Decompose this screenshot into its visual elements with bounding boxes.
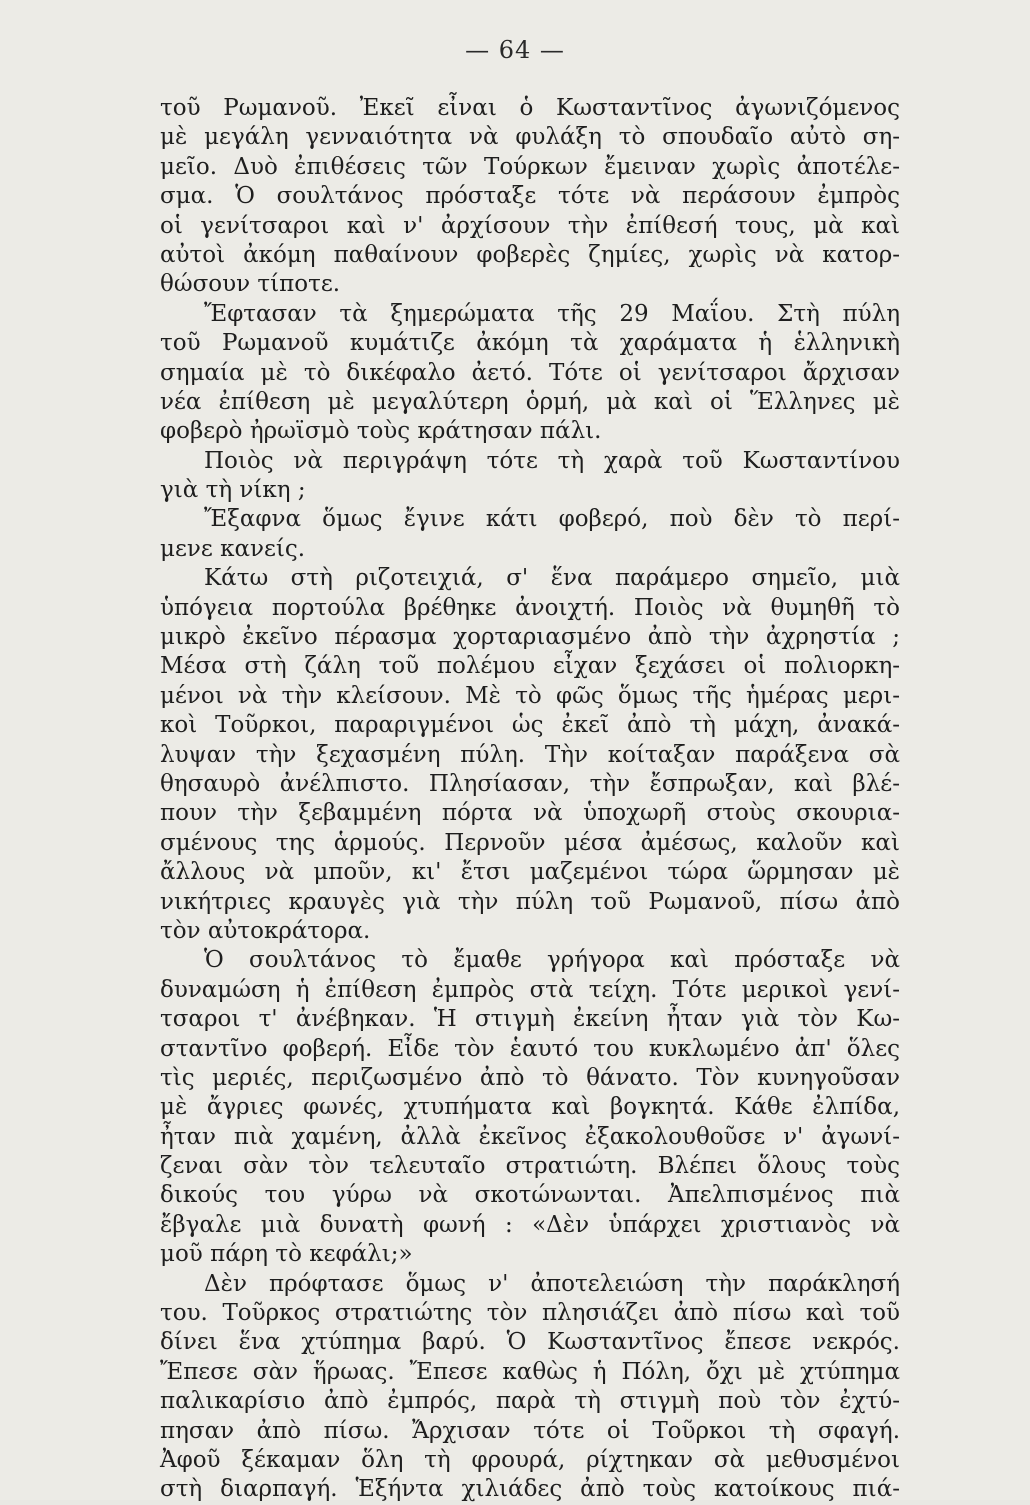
- text-line: Ἀφοῦ ξέκαμαν ὅλη τὴ φρουρά, ρίχτηκαν σὰ μεθυσμένοι: [160, 1446, 900, 1473]
- text-line: μεῖο. Δυὸ ἐπιθέσεις τῶν Τούρκων ἔμειναν χωρὶς ἀποτέλε-: [160, 153, 900, 180]
- text-line: Δὲν πρόφτασε ὅμως ν' ἀποτελειώση τὴν παράκλησή: [204, 1270, 900, 1297]
- text-line: του. Τοῦρκος στρατιώτης τὸν πλησιάζει ἀπὸ πίσω καὶ τοῦ: [160, 1300, 900, 1327]
- text-line: μικρὸ ἐκεῖνο πέρασμα χορταριασμένο ἀπὸ τὴν ἀχρηστία ;: [160, 624, 900, 651]
- text-line: μὲ ἄγριες φωνές, χτυπήματα καὶ βογκητά. Κάθε ἐλπίδα,: [160, 1094, 900, 1121]
- text-line: τὸν αὐτοκράτορα.: [160, 917, 371, 944]
- text-line: σμα. Ὁ σουλτάνος πρόσταξε τότε νὰ περάσουν ἐμπρὸς: [160, 183, 900, 210]
- text-line: πουν τὴν ξεβαμμένη πόρτα νὰ ὑποχωρῆ στοὺς σκουρια-: [160, 800, 900, 827]
- page-number: — 64 —: [465, 36, 565, 64]
- text-line: μένοι νὰ τὴν κλείσουν. Μὲ τὸ φῶς ὅμως τῆς ἡμέρας μερι-: [160, 682, 900, 709]
- text-line: δίνει ἕνα χτύπημα βαρύ. Ὁ Κωσταντῖνος ἔπεσε νεκρός.: [160, 1329, 900, 1356]
- text-line: νικήτριες κραυγὲς γιὰ τὴν πύλη τοῦ Ρωμανοῦ, πίσω ἀπὸ: [160, 888, 900, 915]
- text-line: τοῦ Ρωμανοῦ κυμάτιζε ἀκόμη τὰ χαράματα ἡ ἑλληνικὴ: [160, 330, 900, 357]
- text-line: νέα ἐπίθεση μὲ μεγαλύτερη ὁρμή, μὰ καὶ οἱ Ἕλληνες μὲ: [160, 388, 900, 415]
- text-line: αὐτοὶ ἀκόμη παθαίνουν φοβερὲς ζημίες, χωρὶς νὰ κατορ-: [160, 241, 900, 268]
- text-line: στὴ διαρπαγή. Ἑξήντα χιλιάδες ἀπὸ τοὺς κατοίκους πιά-: [160, 1476, 900, 1503]
- text-line: δικούς του γύρω νὰ σκοτώνωνται. Ἀπελπισμένος πιὰ: [160, 1182, 900, 1209]
- text-line: ἄλλους νὰ μποῦν, κι' ἔτσι μαζεμένοι τώρα ὥρμησαν μὲ: [160, 859, 900, 886]
- text-line: μὲ μεγάλη γενναιότητα νὰ φυλάξη τὸ σπουδαῖο αὐτὸ ση-: [160, 124, 900, 151]
- text-line: τὶς μεριές, περιζωσμένο ἀπὸ τὸ θάνατο. Τὸν κυνηγοῦσαν: [160, 1064, 900, 1091]
- text-line: Ἔπεσε σὰν ἥρωας. Ἔπεσε καθὼς ἡ Πόλη, ὄχι μὲ χτύπημα: [160, 1358, 900, 1385]
- text-line: Ὁ σουλτάνος τὸ ἔμαθε γρήγορα καὶ πρόσταξε νὰ: [204, 947, 900, 974]
- text-line: τοῦ Ρωμανοῦ. Ἐκεῖ εἶναι ὁ Κωσταντῖνος ἀγωνιζόμενος: [160, 95, 900, 121]
- text-line: Ἔφτασαν τὰ ξημερώματα τῆς 29 Μαΐου. Στὴ πύλη: [204, 300, 900, 327]
- text-line: ἦταν πιὰ χαμένη, ἀλλὰ ἐκεῖνος ἐξακολουθοῦσε ν' ἀγωνί-: [160, 1123, 900, 1150]
- text-line: Ἔξαφνα ὅμως ἔγινε κάτι φοβερό, ποὺ δὲν τὸ περί-: [204, 506, 900, 533]
- text-line: σμένους της ἁρμούς. Περνοῦν μέσα ἀμέσως, καλοῦν καὶ: [160, 829, 900, 856]
- text-line: δυναμώση ἡ ἐπίθεση ἐμπρὸς στὰ τείχη. Τότε μερικοὶ γενί-: [160, 976, 900, 1003]
- body-text: [160, 94, 900, 1505]
- text-line: κοὶ Τοῦρκοι, παραριγμένοι ὡς ἐκεῖ ἀπὸ τὴ μάχη, ἀνακά-: [160, 712, 900, 739]
- text-line: λυψαν τὴν ξεχασμένη πύλη. Τὴν κοίταξαν παράξενα σὰ: [160, 741, 900, 768]
- text-line: Μέσα στὴ ζάλη τοῦ πολέμου εἶχαν ξεχάσει οἱ πολιορκη-: [160, 653, 900, 680]
- text-line: πησαν ἀπὸ πίσω. Ἄρχισαν τότε οἱ Τοῦρκοι τὴ σφαγή.: [160, 1417, 900, 1444]
- text-line: παλικαρίσιο ἀπὸ ἐμπρός, παρὰ τὴ στιγμὴ ποὺ τὸν ἐχτύ-: [160, 1388, 900, 1415]
- text-line: οἱ γενίτσαροι καὶ ν' ἀρχίσουν τὴν ἐπίθεσή τους, μὰ καὶ: [160, 212, 900, 239]
- text-line: γιὰ τὴ νίκη ;: [160, 477, 306, 504]
- text-line: Κάτω στὴ ριζοτειχιά, σ' ἕνα παράμερο σημεῖο, μιὰ: [204, 565, 900, 592]
- text-line: μενε κανείς.: [160, 535, 306, 562]
- text-line: ζεναι σὰν τὸν τελευταῖο στρατιώτη. Βλέπει ὅλους τοὺς: [160, 1153, 900, 1180]
- text-line: σημαία μὲ τὸ δικέφαλο ἀετό. Τότε οἱ γενίτσαροι ἄρχισαν: [160, 359, 900, 386]
- text-line: θησαυρὸ ἀνέλπιστο. Πλησίασαν, τὴν ἔσπρωξαν, καὶ βλέ-: [160, 770, 900, 797]
- text-line: φοβερὸ ἠρωϊσμὸ τοὺς κράτησαν πάλι.: [160, 418, 602, 445]
- text-line: μοῦ πάρη τὸ κεφάλι;»: [160, 1241, 413, 1268]
- text-line: ἔβγαλε μιὰ δυνατὴ φωνή : «Δὲν ὑπάρχει χριστιανὸς νὰ: [160, 1211, 900, 1238]
- text-line: Ποιὸς νὰ περιγράψη τότε τὴ χαρὰ τοῦ Κωσταντίνου: [204, 447, 900, 474]
- text-line: τσαροι τ' ἀνέβηκαν. Ἡ στιγμὴ ἐκείνη ἦταν γιὰ τὸν Κω-: [160, 1006, 900, 1033]
- text-line: θώσουν τίποτε.: [160, 271, 341, 298]
- text-line: σταντῖνο φοβερή. Εἶδε τὸν ἑαυτό του κυκλωμένο ἀπ' ὅλες: [160, 1035, 900, 1062]
- text-line: ὑπόγεια πορτούλα βρέθηκε ἀνοιχτή. Ποιὸς νὰ θυμηθῆ τὸ: [160, 594, 900, 621]
